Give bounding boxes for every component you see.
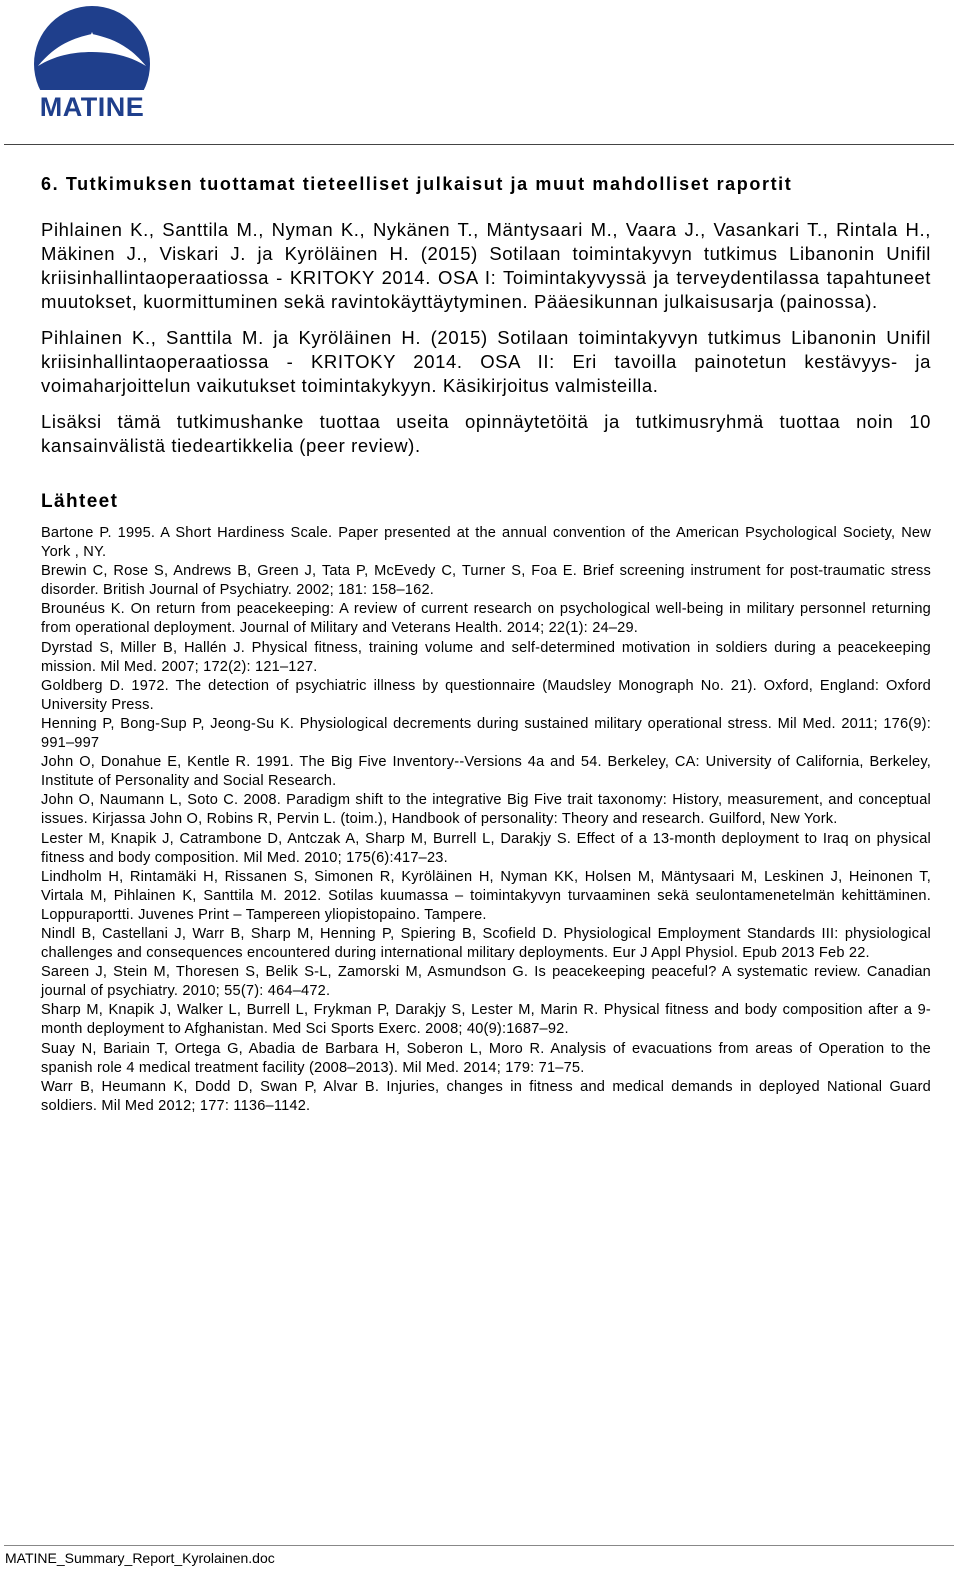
reference-item: Lindholm H, Rintamäki H, Rissanen S, Simonen R, Kyröläinen H, Nyman KK, Holsen M, Mäntysaari M, Leskinen J, Heinonen T, Virtala M, Pihlainen K, Santtila M. 2012. Sotilas kuumassa – toimintakyvyn turvaaminen sekä seulontamenetelmän kehittäminen. Loppuraportti. Juvenes Print – Tampereen yliopistopaino. Tampere. (41, 868, 931, 923)
reference-item: Lester M, Knapik J, Catrambone D, Antczak A, Sharp M, Burrell L, Darakjy S. Effect of a 13-month deployment to Iraq on physical fitness and body composition. Mil Med. 2010; 175(6):417–23. (41, 830, 931, 866)
document-body (41, 172, 931, 1116)
footer-filename: MATINE_Summary_Report_Kyrolainen.doc (5, 1550, 275, 1566)
reference-item: Nindl B, Castellani J, Warr B, Sharp M, Henning P, Spiering B, Scofield D. Physiological Employment Standards III: physiological challenges and consequences encountered during international military deployments. Eur J Appl Physiol. Epub 2013 Feb 22. (41, 925, 931, 962)
reference-item: Warr B, Heumann K, Dodd D, Swan P, Alvar B. Injuries, changes in fitness and medical demands in deployed National Guard soldiers. Mil Med 2012; 177: 1136–1142. (41, 1078, 931, 1114)
reference-item: Sareen J, Stein M, Thoresen S, Belik S-L, Zamorski M, Asmundson G. Is peacekeeping peaceful? A systematic review. Canadian journal of psychiatry. 2010; 55(7): 464–472. (41, 964, 931, 1000)
reference-item: Dyrstad S, Miller B, Hallén J. Physical fitness, training volume and self-determined motivation in soldiers during a peacekeeping mission. Mil Med. 2007; 172(2): 121–127. (41, 639, 931, 675)
section-heading: 6. Tutkimuksen tuottamat tieteelliset julkaisut ja muut mahdolliset raportit (41, 174, 793, 194)
reference-item: Henning P, Bong-Sup P, Jeong-Su K. Physiological decrements during sustained military operational stress. Mil Med. 2011; 176(9): 991–997 (41, 715, 931, 752)
reference-item: Brounéus K. On return from peacekeeping: A review of current research on psychological well-being in military personnel returning from operational deployment. Journal of Military and Veterans Health. 2014; 22(1): 24–29. (41, 601, 931, 637)
publication-2: Pihlainen K., Santtila M. ja Kyröläinen H. (2015) Sotilaan toimintakyvyn tutkimus Libanonin Unifil kriisinhallintaoperaatiossa - KRITOKY 2014. OSA II: Eri tavoilla painotetun kestävyys- ja voimaharjoittelun vaikutukset toimintakykyyn. Käsikirjoitus valmisteilla. (41, 327, 931, 396)
references-heading: Lähteet (41, 491, 119, 512)
reference-item: John O, Donahue E, Kentle R. 1991. The Big Five Inventory--Versions 4a and 54. Berkeley, CA: University of California, Berkeley, Institute of Personality and Social Research. (41, 754, 931, 790)
reference-item: Sharp M, Knapik J, Walker L, Burrell L, Frykman P, Darakjy S, Lester M, Marin R. Physical fitness and body composition after a 9-month deployment to Afghanistan. Med Sci Sports Exerc. 2008; 40(9):1687–92. (41, 1002, 931, 1038)
publication-1: Pihlainen K., Santtila M., Nyman K., Nykänen T., Mäntysaari M., Vaara J., Vasankari T., Rintala H., Mäkinen J., Viskari J. ja Kyröläinen H. (2015) Sotilaan toimintakyvyn tutkimus Libanonin Unifil kriisinhallintaoperaatiossa - KRITOKY 2014. OSA I: Toimintakyvyssä ja terveydentilassa tapahtuneet muutokset, kuormittuminen sekä ravintokäyttäytyminen. Pääesikunnan julkaisusarja (painossa). (41, 219, 931, 312)
publication-note: Lisäksi tämä tutkimushanke tuottaa useita opinnäytetöitä ja tutkimusryhmä tuottaa noin 10 kansainvälistä tiedeartikkelia (peer review). (41, 411, 931, 456)
matine-logo (22, 4, 162, 122)
reference-item: Goldberg D. 1972. The detection of psychiatric illness by questionnaire (Maudsley Monograph No. 21). Oxford, England: Oxford University Press. (41, 677, 931, 713)
reference-item: Bartone P. 1995. A Short Hardiness Scale. Paper presented at the annual convention of the American Psychological Society, New York , NY. (41, 525, 931, 561)
footer-divider (4, 1545, 954, 1546)
reference-item: Suay N, Bariain T, Ortega G, Abadia de Barbara H, Soberon L, Moro R. Analysis of evacuations from areas of Operation to the spanish role 4 medical treatment facility (2008–2013). Mil Med. 2014; 179: 71–75. (41, 1040, 931, 1076)
reference-item: Brewin C, Rose S, Andrews B, Green J, Tata P, McEvedy C, Turner S, Foa E. Brief screening instrument for post-traumatic stress disorder. British Journal of Psychiatry. 2002; 181: 158–162. (41, 563, 931, 599)
header-divider (4, 144, 954, 145)
logo-text: MATINE (39, 92, 145, 122)
reference-item: John O, Naumann L, Soto C. 2008. Paradigm shift to the integrative Big Five trait taxonomy: History, measurement, and conceptual issues. Kirjassa John O, Robins R, Pervin L. (toim.), Handbook of personality: Theory and research. Guilford, New York. (41, 792, 931, 828)
reference-list (41, 524, 931, 1116)
page-header (0, 0, 960, 148)
